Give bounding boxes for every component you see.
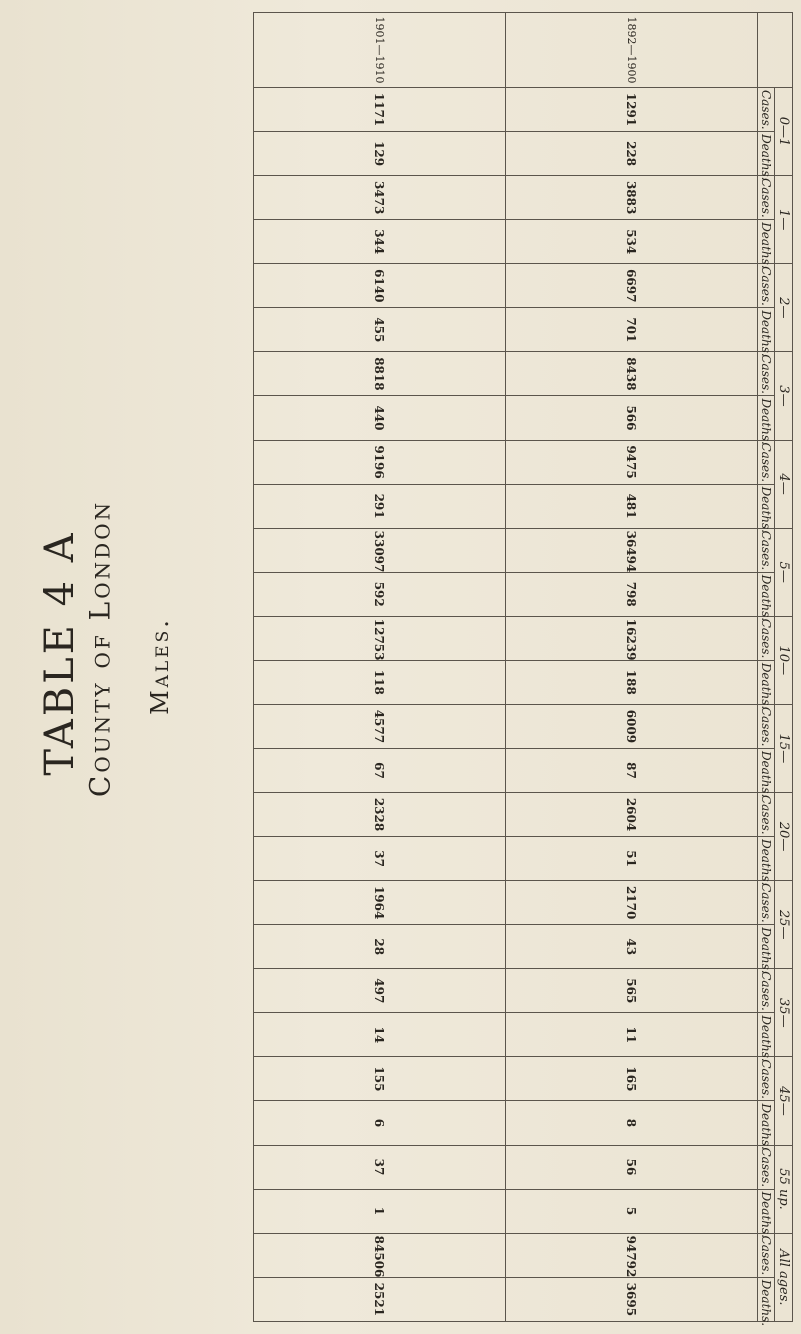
deaths-header: Deaths.: [758, 1013, 775, 1057]
total-deaths: 2521: [254, 1277, 506, 1321]
age-group-4: 4—: [775, 440, 793, 528]
cases-header: Cases.: [758, 264, 775, 308]
total-cases: 37: [254, 1145, 506, 1189]
cases-header: Cases.: [758, 440, 775, 484]
table-region: [245, 0, 801, 1334]
total-cases: 155: [254, 1057, 506, 1101]
cases-deaths-header-row: [758, 13, 775, 1322]
total-cases: 6697: [506, 264, 758, 308]
total-cases: 94792: [506, 1233, 758, 1277]
age-group-8: 20—: [775, 793, 793, 881]
age-group-7: 15—: [775, 704, 793, 792]
age-group-header-row: [775, 13, 793, 1322]
total-cases: 1964: [254, 881, 506, 925]
total-deaths: 534: [506, 220, 758, 264]
total-cases: 165: [506, 1057, 758, 1101]
total-deaths: 51: [506, 837, 758, 881]
deaths-header: Deaths.: [758, 396, 775, 440]
deaths-header: Deaths.: [758, 484, 775, 528]
age-group-10: 35—: [775, 969, 793, 1057]
total-cases: 1291: [506, 88, 758, 132]
deaths-header: Deaths.: [758, 925, 775, 969]
total-cases: 16239: [506, 616, 758, 660]
total-deaths: 440: [254, 396, 506, 440]
total-deaths: 455: [254, 308, 506, 352]
total-deaths: 188: [506, 660, 758, 704]
total-cases: 1171: [254, 88, 506, 132]
total-deaths: 592: [254, 572, 506, 616]
total-cases: 3883: [506, 176, 758, 220]
deaths-header: Deaths.: [758, 132, 775, 176]
cases-header: Cases.: [758, 793, 775, 837]
period-totals-row-second: [254, 13, 506, 1322]
total-deaths: 67: [254, 748, 506, 792]
age-group-0: 0—1: [775, 88, 793, 176]
cases-header: Cases.: [758, 88, 775, 132]
deaths-header: Deaths.: [758, 1277, 775, 1321]
total-deaths: 11: [506, 1013, 758, 1057]
total-cases: 4577: [254, 704, 506, 748]
cases-header: Cases.: [758, 528, 775, 572]
deaths-header: Deaths.: [758, 1189, 775, 1233]
total-cases: 3473: [254, 176, 506, 220]
total-deaths: 8: [506, 1101, 758, 1145]
total-cases: 9475: [506, 440, 758, 484]
deaths-header: Deaths.: [758, 572, 775, 616]
deaths-header: Deaths.: [758, 660, 775, 704]
cases-header: Cases.: [758, 352, 775, 396]
total-deaths: 6: [254, 1101, 506, 1145]
cases-header: Cases.: [758, 1145, 775, 1189]
total-cases: 33097: [254, 528, 506, 572]
rotated-table: [253, 12, 793, 1327]
cases-header: Cases.: [758, 881, 775, 925]
total-cases: 8438: [506, 352, 758, 396]
total-deaths: 118: [254, 660, 506, 704]
age-group-3: 3—: [775, 352, 793, 440]
total-deaths: 1: [254, 1189, 506, 1233]
total-deaths: 14: [254, 1013, 506, 1057]
table-sex-label: Males.: [146, 617, 174, 715]
total-deaths: 37: [254, 837, 506, 881]
total-deaths: 3695: [506, 1277, 758, 1321]
age-group-11: 45—: [775, 1057, 793, 1145]
deaths-header: Deaths.: [758, 220, 775, 264]
total-deaths: 701: [506, 308, 758, 352]
total-deaths: 28: [254, 925, 506, 969]
total-cases: 9196: [254, 440, 506, 484]
cases-header: Cases.: [758, 1233, 775, 1277]
total-cases: 497: [254, 969, 506, 1013]
total-deaths: 481: [506, 484, 758, 528]
total-deaths: 798: [506, 572, 758, 616]
total-cases: 8818: [254, 352, 506, 396]
deaths-header: Deaths.: [758, 837, 775, 881]
total-deaths: 87: [506, 748, 758, 792]
total-deaths: 5: [506, 1189, 758, 1233]
total-cases: 2170: [506, 881, 758, 925]
total-cases: 84506: [254, 1233, 506, 1277]
total-deaths: 228: [506, 132, 758, 176]
age-group-2: 2—: [775, 264, 793, 352]
fatality-table: [253, 12, 793, 1327]
total-cases: 2604: [506, 793, 758, 837]
total-deaths: 291: [254, 484, 506, 528]
deaths-header: Deaths.: [758, 308, 775, 352]
age-group-12: 55 up.: [775, 1145, 793, 1233]
total-deaths: 129: [254, 132, 506, 176]
period-label-first: 1892—1900: [506, 13, 758, 88]
cases-header: Cases.: [758, 1057, 775, 1101]
cases-header: Cases.: [758, 969, 775, 1013]
cases-header: Cases.: [758, 616, 775, 660]
table-subtitle: County of London: [83, 499, 117, 798]
table-title: TABLE 4 A: [37, 530, 83, 776]
total-deaths: 566: [506, 396, 758, 440]
total-cases: 6009: [506, 704, 758, 748]
total-cases: 565: [506, 969, 758, 1013]
total-cases: 12753: [254, 616, 506, 660]
period-label-second: 1901—1910: [254, 13, 506, 88]
years-header: [758, 13, 793, 88]
age-group-13: All ages.: [775, 1233, 793, 1321]
total-deaths: 344: [254, 220, 506, 264]
cases-header: Cases.: [758, 176, 775, 220]
total-cases: 56: [506, 1145, 758, 1189]
age-group-5: 5—: [775, 528, 793, 616]
age-group-1: 1—: [775, 176, 793, 264]
cases-header: Cases.: [758, 704, 775, 748]
total-cases: 2328: [254, 793, 506, 837]
age-group-6: 10—: [775, 616, 793, 704]
deaths-header: Deaths.: [758, 1101, 775, 1145]
total-cases: 6140: [254, 264, 506, 308]
total-cases: 36494: [506, 528, 758, 572]
deaths-header: Deaths.: [758, 748, 775, 792]
total-deaths: 43: [506, 925, 758, 969]
period-totals-row-first: [506, 13, 758, 1322]
age-group-9: 25—: [775, 881, 793, 969]
